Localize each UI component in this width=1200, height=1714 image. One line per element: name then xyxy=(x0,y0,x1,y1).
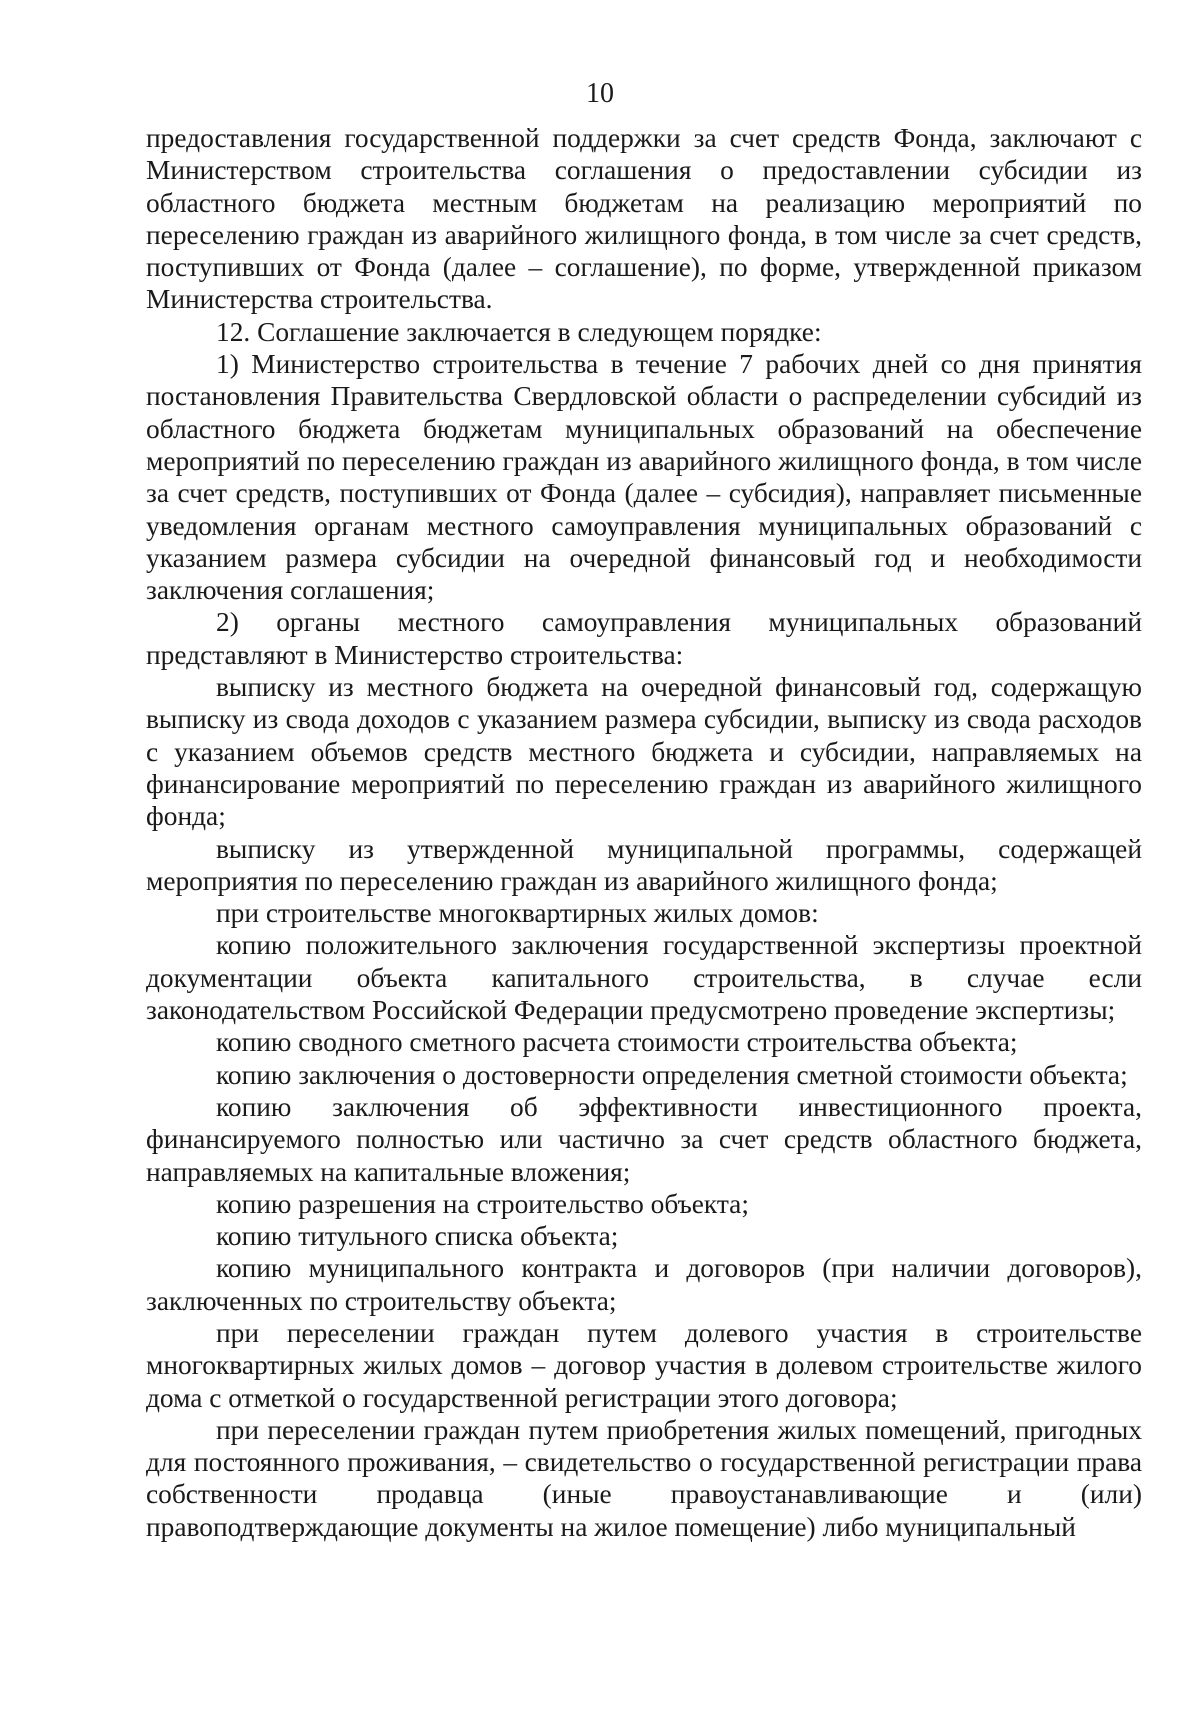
paragraph-continuation: предоставления государственной поддержки за счет средств Фонда, заключают с Министерством строительства соглашения о предоставлении субсидии из областного бюджета местным бюджетам на реализацию мероприятий по переселению граждан из аварийного жилищного фонда, в том числе за счет средств, поступивших от Фонда (далее – соглашение), по форме, утвержденной приказом Министерства строительства. xyxy=(146,123,1142,315)
paragraph-item-1: 1) Министерство строительства в течение 7 рабочих дней со дня принятия постановления Правительства Свердловской области о распределении субсидий из областного бюджета бюджетам муниципальных образований на обеспечение мероприятий по переселению граждан из аварийного жилищного фонда, в том числе за счет средств, поступивших от Фонда (далее – субсидия), направляет письменные уведомления органам местного самоуправления муниципальных образований с указанием размера субсидии на очередной финансовый год и необходимости заключения соглашения; xyxy=(146,349,1142,606)
page-number: 10 xyxy=(586,78,614,109)
paragraph-estimate-copy: копию сводного сметного расчета стоимости строительства объекта; xyxy=(216,1027,1018,1058)
paragraph-purchase: при переселении граждан путем приобретения жилых помещений, пригодных для постоянного проживания, – свидетельство о государственной регистрации права собственности продавца (иные правоустанавливающие и (или) правоподтверждающие документы на жилое помещение) либо муниципальный xyxy=(146,1414,1142,1542)
paragraph-clause-12: 12. Соглашение заключается в следующем порядке: xyxy=(216,316,822,347)
paragraph-shared-construction: при переселении граждан путем долевого участия в строительстве многоквартирных жилых домов – договор участия в долевом строительстве жилого дома с отметкой о государственной регистрации этого договора; xyxy=(146,1317,1142,1413)
paragraph-title-list-copy: копию титульного списка объекта; xyxy=(216,1221,619,1252)
paragraph-expertise-copy: копию положительного заключения государственной экспертизы проектной документации объекта капитального строительства, в случае если законодательством Российской Федерации предусмотрено проведение экспертизы; xyxy=(146,930,1142,1026)
paragraph-construction-heading: при строительстве многоквартирных жилых домов: xyxy=(216,898,819,929)
paragraph-contract-copy: копию муниципального контракта и договоров (при наличии договоров), заключенных по строительству объекта; xyxy=(146,1253,1142,1316)
paragraph-reliability-copy: копию заключения о достоверности определения сметной стоимости объекта; xyxy=(216,1059,1128,1090)
paragraph-efficiency-copy: копию заключения об эффективности инвестиционного проекта, финансируемого полностью или частично за счет средств областного бюджета, направляемых на капитальные вложения; xyxy=(146,1091,1142,1187)
paragraph-permit-copy: копию разрешения на строительство объекта; xyxy=(216,1188,749,1219)
paragraph-item-2: 2) органы местного самоуправления муниципальных образований представляют в Министерство строительства: xyxy=(146,607,1142,670)
paragraph-budget-extract: выписку из местного бюджета на очередной финансовый год, содержащую выписку из свода доходов с указанием размера субсидии, выписку из свода расходов с указанием объемов средств местного бюджета и субсидии, направляемых на финансирование мероприятий по переселению граждан из аварийного жилищного фонда; xyxy=(146,672,1142,832)
paragraph-program-extract: выписку из утвержденной муниципальной программы, содержащей мероприятия по переселению граждан из аварийного жилищного фонда; xyxy=(146,833,1142,896)
document-body xyxy=(146,122,1142,1543)
